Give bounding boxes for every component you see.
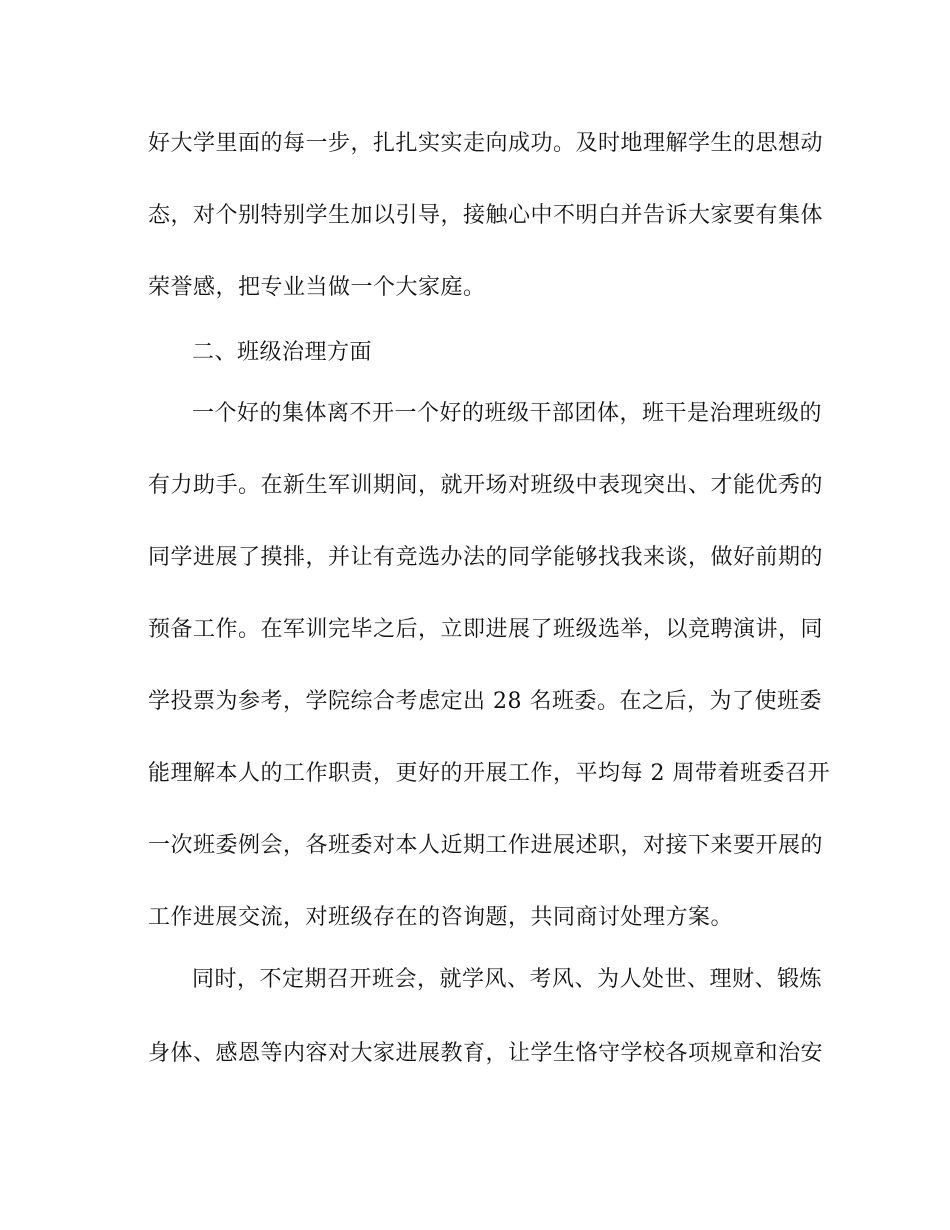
- paragraph-line: 预备工作。在军训完毕之后，立即进展了班级选举，以竞聘演讲，同: [148, 617, 824, 642]
- paragraph-line: 有力助手。在新生军训期间，就开场对班级中表现突出、才能优秀的: [148, 473, 824, 498]
- paragraph-line: 态，对个别特别学生加以引导，接触心中不明白并告诉大家要有集体: [148, 203, 824, 228]
- paragraph-line: 同时，不定期召开班会，就学风、考风、为人处世、理财、锻炼: [192, 967, 823, 992]
- paragraph-line: 同学进展了摸排，并让有竞选办法的同学能够找我来谈，做好前期的: [148, 545, 824, 570]
- paragraph-line: 工作进展交流，对班级存在的咨询题，共同商讨处理方案。: [148, 905, 734, 930]
- section-heading: 二、班级治理方面: [192, 340, 373, 365]
- paragraph-line: 一个好的集体离不开一个好的班级干部团体，班干是治理班级的: [192, 401, 823, 426]
- paragraph-line: 一次班委例会，各班委对本人近期工作进展述职，对接下来要开展的: [148, 833, 824, 858]
- paragraph-line: 学投票为参考，学院综合考虑定出 28 名班委。在之后，为了使班委: [148, 689, 822, 714]
- paragraph-line: 荣誉感，把专业当做一个大家庭。: [148, 275, 486, 300]
- paragraph-line: 身体、感恩等内容对大家进展教育，让学生恪守学校各项规章和治安: [148, 1041, 824, 1066]
- paragraph-line: 好大学里面的每一步，扎扎实实走向成功。及时地理解学生的思想动: [148, 131, 824, 156]
- paragraph-line: 能理解本人的工作职责，更好的开展工作，平均每 2 周带着班委召开: [148, 761, 830, 786]
